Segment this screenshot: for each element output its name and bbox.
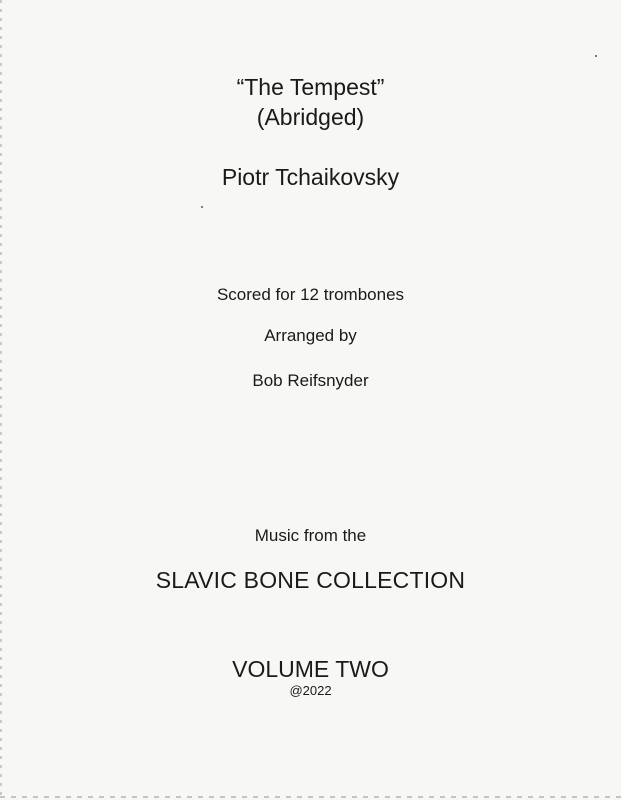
collection-name: SLAVIC BONE COLLECTION [155, 567, 466, 593]
copyright-year: @2022 [289, 683, 332, 698]
scan-speck [201, 206, 203, 208]
volume-label: VOLUME TWO [232, 656, 389, 682]
scoring-note: Scored for 12 trombones [216, 285, 405, 304]
piece-title: “The Tempest” [236, 74, 385, 100]
arranger-name: Bob Reifsnyder [252, 371, 369, 390]
scan-edge-bottom [0, 796, 621, 798]
collection-intro: Music from the [254, 526, 367, 545]
composer-name: Piotr Tchaikovsky [221, 164, 400, 190]
scan-speck [595, 55, 597, 57]
piece-subtitle: (Abridged) [256, 104, 365, 130]
arranged-label: Arranged by [264, 326, 357, 345]
